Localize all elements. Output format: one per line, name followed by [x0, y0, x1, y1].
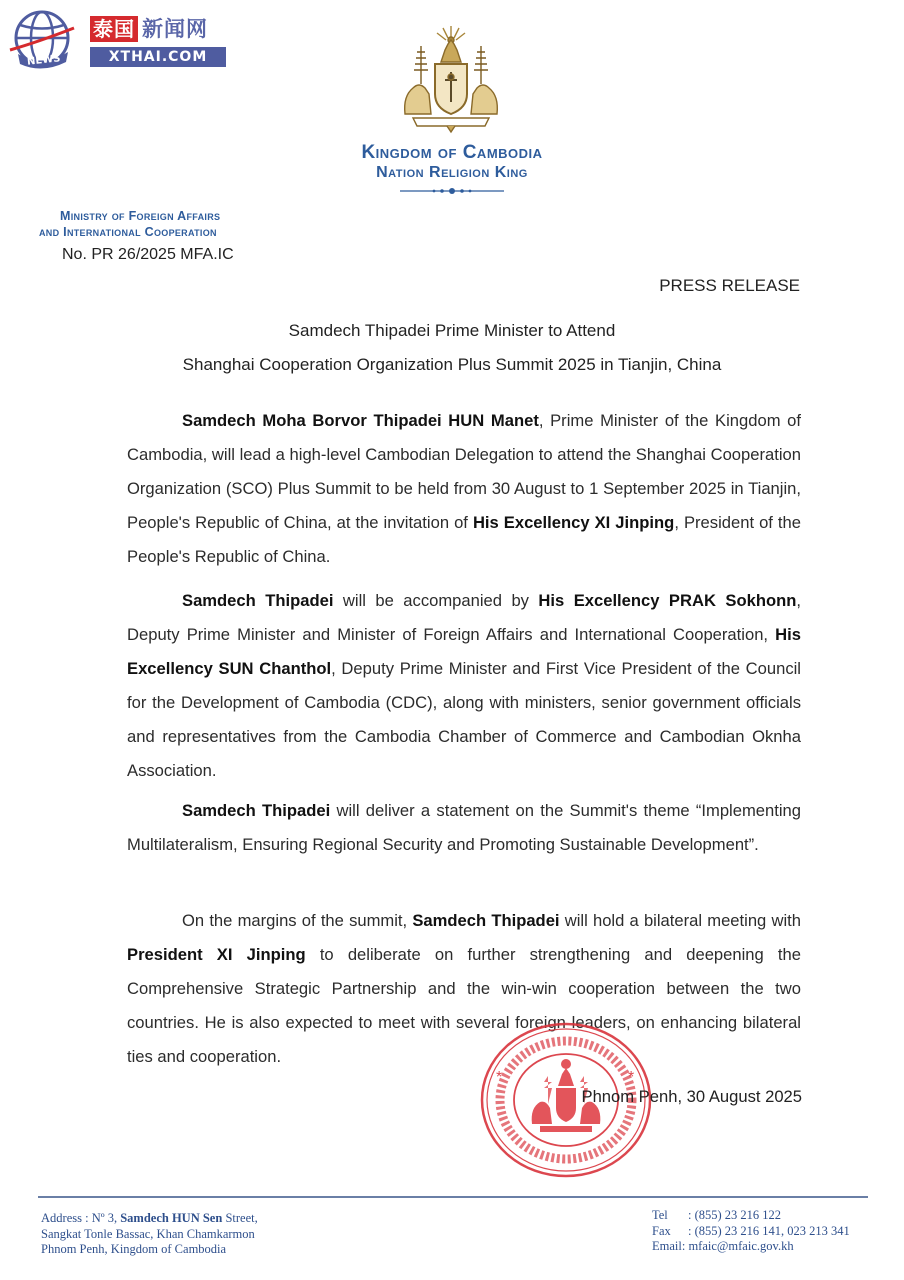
bold-name: Samdech Moha Borvor Thipadei HUN Manet — [182, 411, 539, 430]
paragraph-text: On the margins of the summit, — [182, 911, 413, 930]
royal-coat-of-arms-icon — [395, 22, 507, 134]
document-title-line1: Samdech Thipadei Prime Minister to Attend — [288, 321, 616, 340]
country-name-heading: Kingdom of Cambodia — [361, 142, 543, 163]
svg-text:*: * — [496, 1069, 503, 1086]
address-street-bold: Samdech HUN Sen — [120, 1211, 223, 1225]
watermark-cn-red: 泰国 — [90, 16, 138, 42]
news-icon-label: NEWS — [26, 53, 61, 68]
email-value: : mfaic@mfaic.gov.kh — [681, 1239, 794, 1253]
news-watermark-logo — [8, 6, 223, 68]
bold-name: Samdech Thipadei — [182, 801, 331, 820]
ministry-name-line2: and International Cooperation — [39, 225, 217, 239]
watermark-domain: XTHAI.COM — [90, 47, 226, 67]
dateline: Phnom Penh, 30 August 2025 — [581, 1087, 802, 1106]
body-paragraph-2 — [127, 584, 801, 788]
address-street-rest: Street, — [222, 1211, 258, 1225]
address-line-3: Phnom Penh, Kingdom of Cambodia — [41, 1242, 227, 1256]
paragraph-text: , Deputy Prime Minister and First Vice President of the Council for the Development of Cambodia (CDC), along with ministers, senior government officials and representatives from the Cambodia Chamber of Commerce and Cambodian Oknha Association. — [127, 659, 801, 780]
body-paragraph-1 — [127, 404, 801, 574]
paragraph-text: will deliver a statement on the Summit's theme “Implementing Multilateralism, Ensuring Regional Security and Promoting Sustainable Development”. — [127, 801, 801, 854]
document-title-line2: Shanghai Cooperation Organization Plus Summit 2025 in Tianjin, China — [182, 355, 722, 374]
body-paragraph-3 — [127, 794, 801, 862]
tel-value: : (855) 23 216 122 — [688, 1208, 782, 1222]
fax-label: Fax — [652, 1223, 671, 1238]
email-label: Email — [652, 1239, 682, 1253]
body-paragraph-4 — [127, 904, 801, 1074]
bold-name: His Excellency PRAK Sokhonn — [538, 591, 797, 610]
document-type-label: PRESS RELEASE — [659, 276, 800, 295]
bold-name: His Excellency SUN Chanthol — [127, 625, 801, 678]
national-motto: Nation Religion King — [376, 164, 528, 181]
footer-address — [41, 1211, 258, 1258]
paragraph-text: will hold a bilateral meeting with — [559, 911, 801, 930]
address-label: Address : Nº 3, — [41, 1211, 121, 1225]
watermark-cn-blue: 新闻网 — [142, 17, 208, 41]
bold-name: Samdech Thipadei — [412, 911, 560, 930]
reference-number: No. PR 26/2025 MFA.IC — [62, 246, 234, 263]
paragraph-text: to deliberate on further strengthening and deepening the Comprehensive Strategic Partnership and the win-win cooperation between the two countries. He is also expected to meet with several foreign leaders, on enhancing bilateral ties and cooperation. — [127, 945, 801, 1066]
fax-value: : (855) 23 216 141, 023 213 341 — [688, 1223, 850, 1238]
paragraph-text: , Prime Minister of the Kingdom of Cambodia, will lead a high-level Cambodian Delegation to attend the Shanghai Cooperation Organization (SCO) Plus Summit to be held from 30 August to 1 September 2025 in Tianjin, People's Republic of China, at the invitation of — [127, 411, 801, 532]
paragraph-text: will be accompanied by — [333, 591, 539, 610]
footer-contact — [652, 1208, 850, 1255]
paragraph-text: , President of the People's Republic of China. — [127, 513, 802, 566]
tel-label: Tel — [652, 1208, 668, 1222]
paragraph-text: , Deputy Prime Minister and Minister of Foreign Affairs and International Cooperation, — [127, 591, 801, 644]
footer-divider — [38, 1196, 868, 1198]
bold-name: His Excellency XI Jinping — [472, 513, 675, 532]
news-globe-icon — [8, 10, 80, 70]
address-line-2: Sangkat Tonle Bassac, Khan Chamkarmon — [41, 1226, 255, 1241]
decorative-divider-icon — [398, 185, 506, 197]
bold-name: President XI Jinping — [127, 945, 306, 964]
bold-name: Samdech Thipadei — [182, 591, 334, 610]
ministry-name-line1: Ministry of Foreign Affairs — [60, 209, 221, 223]
svg-text:*: * — [628, 1069, 635, 1086]
